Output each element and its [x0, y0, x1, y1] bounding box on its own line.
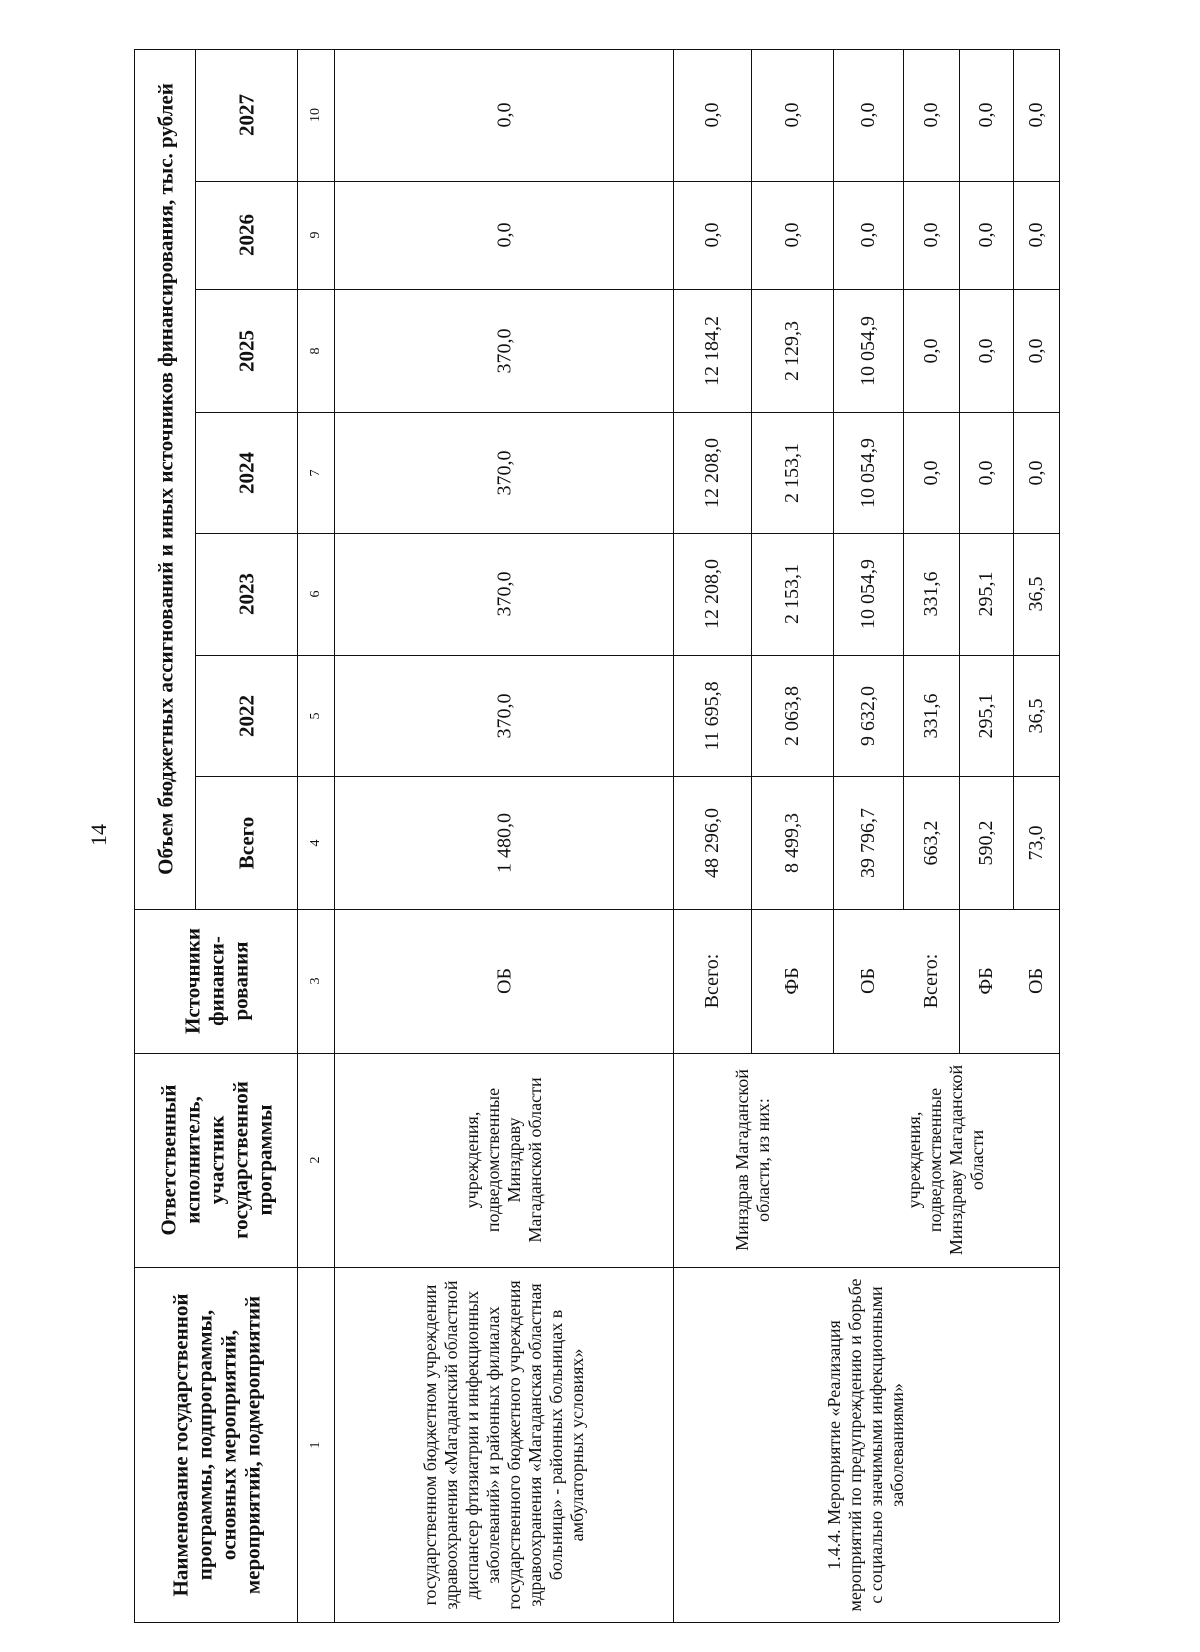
value-cell: 0,0 [975, 460, 997, 485]
value-cell: 370,0 [492, 328, 515, 373]
block1-name: государственном бюджетном учреждении здравоохранения «Магаданский областной диспансер фтизиатрии и инфекционных заболеваний» и районных филиалах государственного бюджетного учреждения здравоохранения «Магаданская областная больница» - районных больницах в амбулаторных условиях» [419, 1279, 587, 1610]
source-cell: Всего: [701, 953, 723, 1009]
colnum-4: 4 [307, 839, 323, 846]
source-cell: Всего: [920, 953, 942, 1009]
value-cell: 73,0 [1025, 825, 1047, 860]
source-cell: ФБ [975, 967, 997, 995]
value-cell: 0,0 [781, 222, 803, 248]
value-cell: 36,5 [1025, 576, 1047, 612]
colnum-8: 8 [307, 347, 323, 354]
page-number: 14 [86, 824, 111, 846]
block2-executor-a: Минздрав Магаданской области, из них: [732, 1069, 773, 1251]
value-cell: 0,0 [1025, 222, 1047, 248]
value-cell: 2 063,8 [781, 685, 803, 746]
value-cell: 0,0 [1025, 460, 1047, 485]
value-cell: 2 129,3 [781, 320, 803, 381]
value-cell: 590,2 [975, 820, 997, 865]
source-cell: ФБ [781, 967, 803, 995]
value-cell: 0,0 [1025, 338, 1047, 363]
header-col-volume: Объем бюджетных ассигнований и иных источников финансирования, тыс. рублей [152, 83, 177, 875]
value-cell: 370,0 [492, 693, 515, 738]
value-cell: 12 208,0 [701, 559, 723, 629]
budget-table [134, 49, 1059, 1622]
block2-name: 1.4.4. Мероприятие «Реализация мероприятий по предупреждению и борьбе с социально значимыми инфекционными заболеваниями» [824, 1277, 907, 1612]
colnum-1: 1 [307, 1441, 323, 1448]
colnum-7: 7 [307, 469, 323, 476]
value-cell: 370,0 [492, 571, 515, 617]
value-cell: 0,0 [975, 102, 997, 128]
header-year-total: Всего [234, 816, 258, 869]
header-year-2023: 2023 [234, 573, 258, 615]
header-year-2024: 2024 [234, 451, 258, 494]
value-cell: 370,0 [492, 450, 515, 495]
colnum-9: 9 [307, 231, 323, 239]
header-col-name: Наименование государственной программы, подпрограммы, основных мероприятий, мероприятий, подмероприятий [167, 1293, 264, 1596]
block1-executor: учреждения, подведомственные Минздраву Магаданской области [461, 1077, 545, 1243]
value-cell: 331,6 [920, 571, 942, 617]
table-border-bottom [134, 1622, 1059, 1623]
value-cell: 8 499,3 [781, 812, 803, 873]
value-cell: 0,0 [492, 102, 515, 128]
value-cell: 295,1 [975, 571, 997, 617]
source-cell: ОБ [857, 968, 879, 994]
value-cell: 9 632,0 [857, 685, 879, 746]
value-cell: 10 054,9 [857, 559, 879, 629]
value-cell: 1 480,0 [492, 812, 515, 873]
value-cell: 331,6 [920, 693, 942, 738]
colnum-5: 5 [307, 712, 323, 719]
value-cell: 11 695,8 [701, 680, 723, 751]
value-cell: 2 153,1 [781, 564, 803, 624]
value-cell: 0,0 [920, 102, 942, 128]
header-year-2026: 2026 [234, 214, 258, 256]
value-cell: 0,0 [975, 222, 997, 248]
value-cell: 0,0 [701, 102, 723, 128]
header-col-source: Источники финанси-рования [179, 928, 252, 1034]
value-cell: 39 796,7 [857, 807, 879, 878]
value-cell: 0,0 [920, 222, 942, 248]
value-cell: 0,0 [857, 102, 879, 128]
value-cell: 36,5 [1025, 698, 1047, 733]
source-cell: ОБ [492, 968, 515, 994]
value-cell: 0,0 [920, 338, 942, 363]
value-cell: 0,0 [857, 222, 879, 248]
value-cell: 10 054,9 [857, 437, 879, 508]
value-cell: 0,0 [701, 222, 723, 248]
block2-executor-b: учреждения, подведомственные Минздраву Магаданской области [904, 1064, 987, 1256]
colnum-3: 3 [307, 977, 323, 985]
value-cell: 12 208,0 [701, 437, 723, 508]
value-cell: 48 296,0 [701, 807, 723, 878]
colnum-10: 10 [307, 108, 323, 122]
colnum-6: 6 [307, 590, 323, 598]
colnum-2: 2 [307, 1156, 323, 1164]
header-year-2027: 2027 [234, 94, 258, 136]
header-year-2022: 2022 [234, 694, 258, 737]
value-cell: 0,0 [781, 102, 803, 128]
value-cell: 10 054,9 [857, 315, 879, 386]
value-cell: 0,0 [920, 460, 942, 485]
value-cell: 2 153,1 [781, 442, 803, 503]
value-cell: 295,1 [975, 693, 997, 738]
table-border-right [1059, 49, 1060, 1622]
value-cell: 663,2 [920, 820, 942, 865]
source-cell: ОБ [1025, 968, 1047, 994]
value-cell: 12 184,2 [701, 315, 723, 386]
header-col-executor: Ответственный исполнитель, участник государственной программы [155, 1081, 276, 1239]
value-cell: 0,0 [1025, 102, 1047, 128]
value-cell: 0,0 [975, 338, 997, 363]
value-cell: 0,0 [492, 222, 515, 248]
header-year-2025: 2025 [234, 329, 258, 372]
